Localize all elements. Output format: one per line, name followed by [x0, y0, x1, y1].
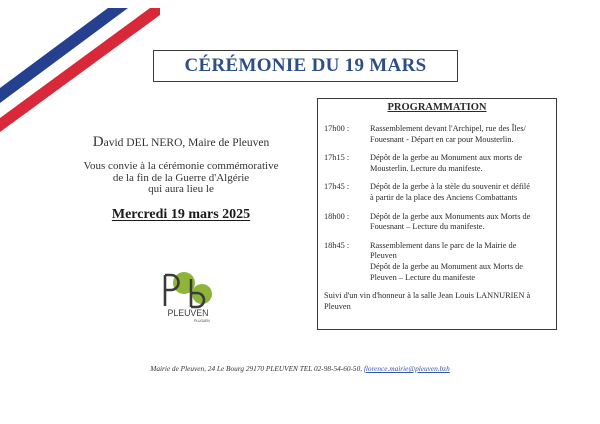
event-line: Dépôt de la gerbe aux Monuments aux Morts de: [370, 211, 531, 221]
event-line: Pleuven – Lecture du manifeste: [370, 272, 476, 282]
event-time: 17h15 :: [324, 153, 350, 163]
event-line: Fouesnant – Lecture du manifeste.: [370, 222, 485, 232]
event-date: Mercredi 19 mars 2025: [111, 206, 251, 222]
event-description: [370, 182, 550, 203]
event-line: Pleuven: [370, 251, 397, 261]
invitation-line: qui aura lieu le: [148, 183, 214, 195]
programme-event: [324, 212, 550, 233]
logo-subtitle: PLUGUEN: [194, 319, 210, 323]
event-time: 18h00 :: [324, 211, 350, 221]
tricolor-ribbon: [0, 0, 160, 140]
footer-email-link[interactable]: florence.mairie@pleuven.bzh: [363, 364, 450, 373]
page-title: CÉRÉMONIE DU 19 MARS: [184, 55, 427, 76]
mayor-name: avid DEL NERO, Maire de Pleuven: [103, 137, 270, 149]
programme-event: [324, 124, 550, 145]
ribbon-blue-stripe: [0, 8, 128, 103]
programme-event: [324, 241, 550, 283]
programme-closing: [324, 291, 550, 312]
programme-event: [324, 153, 550, 174]
footer-contact: [0, 364, 600, 373]
event-line: à partir de la place des Anciens Combattants: [370, 192, 518, 202]
event-line: Mousterlin. Lecture du manifeste.: [370, 163, 483, 173]
closing-line: Suivi d'un vin d'honneur à la salle Jean Louis LANNURIEN à: [324, 291, 531, 301]
event-time: 17h00 :: [324, 124, 350, 133]
page-title-box: [153, 50, 458, 82]
invitation-line: de la fin de la Guerre d'Algérie: [112, 171, 250, 184]
logo-name: PLEUVEN: [167, 308, 209, 318]
invitation-text: [76, 161, 286, 196]
event-line: Dépôt de la gerbe au Monument aux Morts de: [370, 261, 523, 271]
event-description: [370, 241, 550, 283]
event-description: [370, 153, 550, 174]
event-line: Fouesnant - Départ en car pour Mousterlin.: [370, 134, 514, 144]
pleuven-logo: [160, 268, 216, 324]
programme-event: [324, 182, 550, 203]
invitation-line: Vous convie à la cérémonie commémorative: [83, 160, 279, 172]
mayor-line: [76, 134, 286, 151]
event-time: 18h45 :: [324, 240, 350, 250]
closing-line: Pleuven: [324, 301, 351, 311]
event-time: 17h45 :: [324, 182, 350, 192]
event-description: [370, 212, 550, 233]
event-description: [370, 124, 550, 145]
event-line: Rassemblement devant l'Archipel, rue des Îles/: [370, 124, 526, 133]
footer-address: Mairie de Pleuven, 24 Le Bourg 29170 PLEUVEN TEL 02-98-54-60-50,: [150, 364, 364, 373]
programme-box: [317, 98, 557, 330]
event-line: Rassemblement dans le parc de la Mairie de: [370, 240, 517, 250]
ribbon-red-stripe: [0, 8, 160, 132]
event-line: Dépôt de la gerbe au Monument aux morts de: [370, 153, 523, 163]
invitation-block: [76, 134, 286, 223]
programme-title: PROGRAMMATION: [387, 102, 487, 113]
event-line: Dépôt de la gerbe à la stèle du souvenir et défilé: [370, 182, 530, 192]
mayor-initial: D: [92, 134, 104, 150]
